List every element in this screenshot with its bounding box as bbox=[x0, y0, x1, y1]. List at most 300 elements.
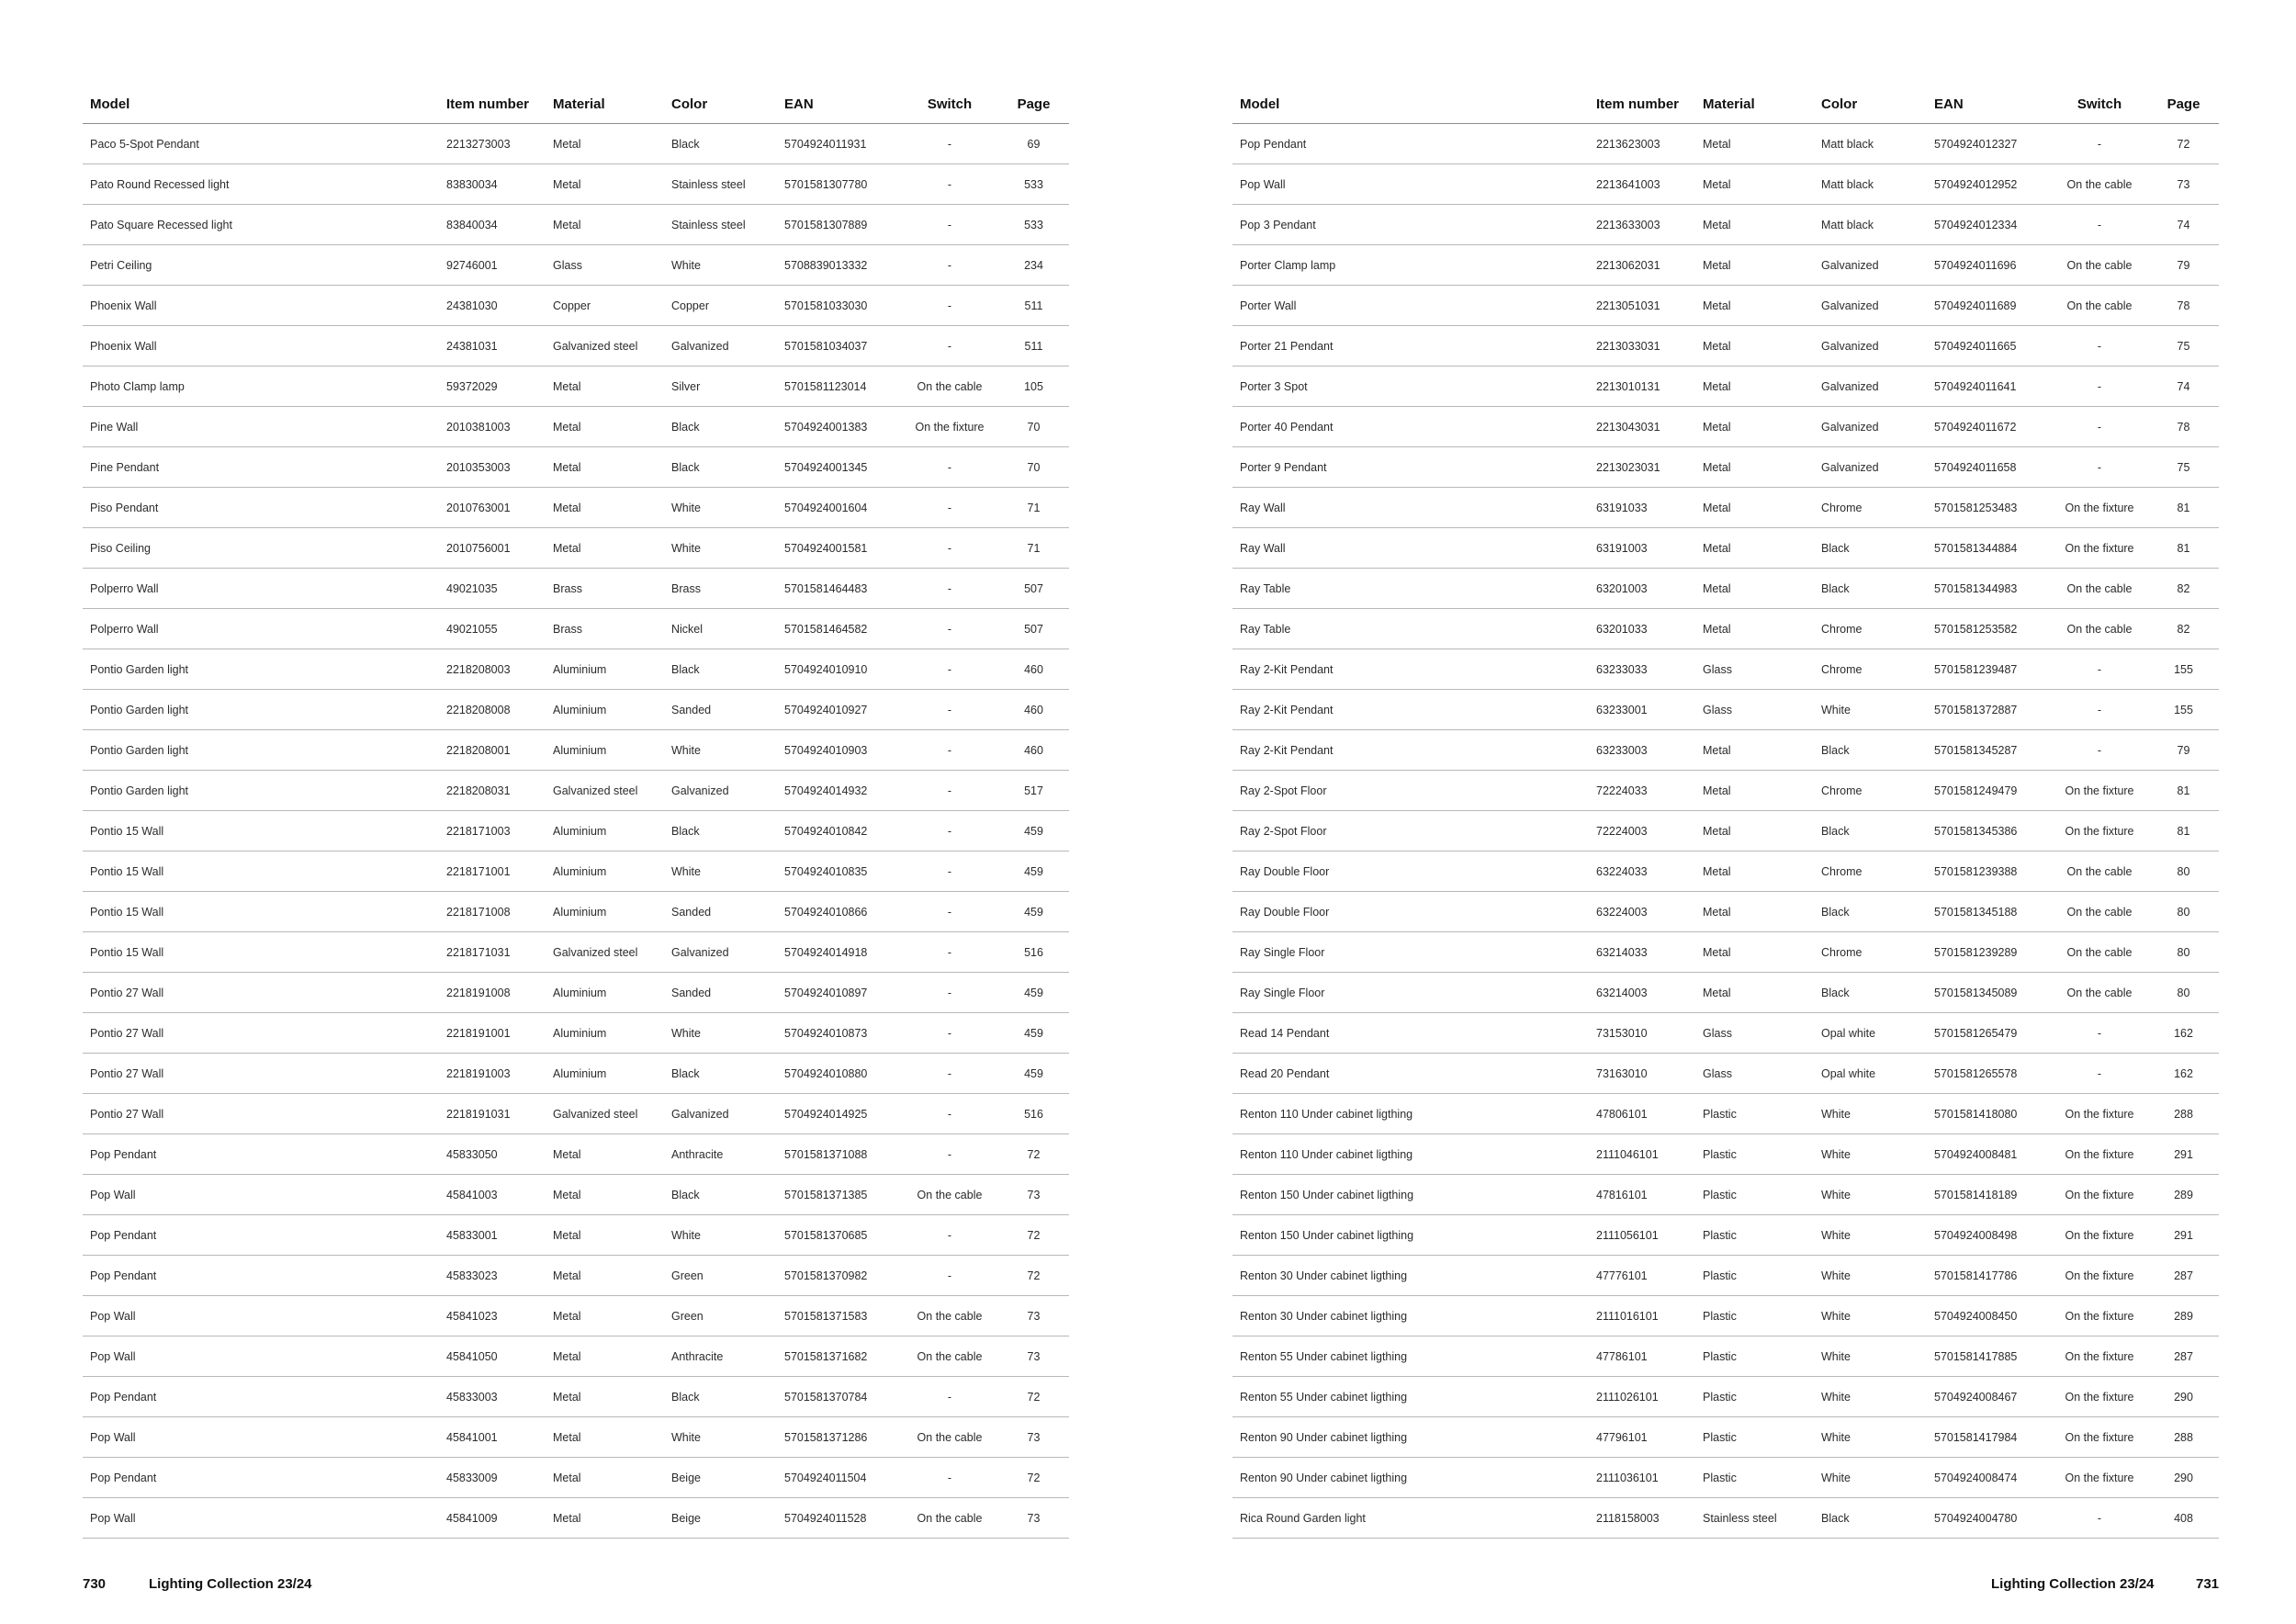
cell-switch: On the cable bbox=[901, 1498, 998, 1539]
cell-item-number: 2111036101 bbox=[1589, 1458, 1695, 1498]
cell-color: Galvanized bbox=[1814, 447, 1927, 488]
cell-ean: 5704924010873 bbox=[777, 1013, 901, 1054]
cell-switch: On the cable bbox=[901, 1175, 998, 1215]
table-row bbox=[1232, 367, 2219, 407]
right-page bbox=[1148, 0, 2296, 1624]
table-row bbox=[83, 367, 1069, 407]
cell-material: Aluminium bbox=[546, 892, 664, 932]
cell-color: Black bbox=[664, 124, 777, 164]
cell-material: Metal bbox=[1695, 488, 1814, 528]
cell-ean: 5701581307889 bbox=[777, 205, 901, 245]
cell-material: Plastic bbox=[1695, 1417, 1814, 1458]
cell-switch: On the fixture bbox=[2051, 1458, 2148, 1498]
cell-switch: - bbox=[901, 124, 998, 164]
header-page: Page bbox=[998, 85, 1069, 124]
cell-model: Piso Pendant bbox=[83, 488, 439, 528]
cell-page: 516 bbox=[998, 932, 1069, 973]
cell-material: Plastic bbox=[1695, 1336, 1814, 1377]
cell-item-number: 2218171001 bbox=[439, 851, 546, 892]
table-row bbox=[83, 245, 1069, 286]
table-row bbox=[1232, 973, 2219, 1013]
cell-ean: 5704924012952 bbox=[1927, 164, 2051, 205]
product-table-right bbox=[1232, 85, 2219, 1539]
cell-page: 459 bbox=[998, 973, 1069, 1013]
cell-item-number: 63224033 bbox=[1589, 851, 1695, 892]
cell-ean: 5701581371682 bbox=[777, 1336, 901, 1377]
cell-model: Renton 90 Under cabinet ligthing bbox=[1232, 1417, 1589, 1458]
cell-color: Galvanized bbox=[664, 326, 777, 367]
cell-item-number: 2213043031 bbox=[1589, 407, 1695, 447]
cell-switch: On the cable bbox=[2051, 892, 2148, 932]
cell-color: Galvanized bbox=[664, 771, 777, 811]
table-row bbox=[1232, 932, 2219, 973]
cell-page: 81 bbox=[2148, 488, 2219, 528]
cell-color: Black bbox=[664, 1175, 777, 1215]
cell-material: Metal bbox=[1695, 286, 1814, 326]
cell-item-number: 2010353003 bbox=[439, 447, 546, 488]
cell-model: Porter 40 Pendant bbox=[1232, 407, 1589, 447]
cell-color: Black bbox=[664, 447, 777, 488]
cell-page: 507 bbox=[998, 569, 1069, 609]
cell-color: Sanded bbox=[664, 973, 777, 1013]
cell-page: 290 bbox=[2148, 1458, 2219, 1498]
cell-switch: - bbox=[2051, 1054, 2148, 1094]
cell-ean: 5701581417885 bbox=[1927, 1336, 2051, 1377]
cell-color: Chrome bbox=[1814, 932, 1927, 973]
cell-material: Metal bbox=[1695, 528, 1814, 569]
cell-color: Black bbox=[1814, 811, 1927, 851]
cell-switch: - bbox=[901, 649, 998, 690]
cell-page: 459 bbox=[998, 1054, 1069, 1094]
cell-switch: On the cable bbox=[2051, 164, 2148, 205]
table-row bbox=[1232, 205, 2219, 245]
cell-item-number: 45833009 bbox=[439, 1458, 546, 1498]
cell-page: 79 bbox=[2148, 730, 2219, 771]
cell-page: 81 bbox=[2148, 771, 2219, 811]
cell-switch: - bbox=[2051, 205, 2148, 245]
table-row bbox=[1232, 124, 2219, 164]
cell-page: 511 bbox=[998, 326, 1069, 367]
cell-color: Chrome bbox=[1814, 649, 1927, 690]
cell-switch: On the fixture bbox=[2051, 1336, 2148, 1377]
cell-ean: 5704924011672 bbox=[1927, 407, 2051, 447]
cell-model: Pontio Garden light bbox=[83, 690, 439, 730]
cell-ean: 5701581123014 bbox=[777, 367, 901, 407]
cell-model: Pontio 27 Wall bbox=[83, 973, 439, 1013]
cell-switch: - bbox=[2051, 124, 2148, 164]
cell-material: Metal bbox=[546, 1296, 664, 1336]
cell-model: Polperro Wall bbox=[83, 569, 439, 609]
cell-page: 287 bbox=[2148, 1256, 2219, 1296]
cell-color: Chrome bbox=[1814, 771, 1927, 811]
cell-model: Pontio 15 Wall bbox=[83, 811, 439, 851]
table-row bbox=[83, 569, 1069, 609]
cell-model: Ray Double Floor bbox=[1232, 892, 1589, 932]
table-header-row bbox=[83, 85, 1069, 124]
cell-color: Sanded bbox=[664, 690, 777, 730]
cell-material: Metal bbox=[546, 1458, 664, 1498]
cell-switch: On the fixture bbox=[2051, 1175, 2148, 1215]
cell-ean: 5701581345089 bbox=[1927, 973, 2051, 1013]
cell-ean: 5704924011658 bbox=[1927, 447, 2051, 488]
table-row bbox=[83, 488, 1069, 528]
cell-page: 459 bbox=[998, 811, 1069, 851]
cell-material: Metal bbox=[1695, 973, 1814, 1013]
table-row bbox=[1232, 245, 2219, 286]
cell-color: Black bbox=[1814, 892, 1927, 932]
cell-material: Metal bbox=[1695, 245, 1814, 286]
cell-switch: - bbox=[901, 164, 998, 205]
cell-model: Renton 55 Under cabinet ligthing bbox=[1232, 1336, 1589, 1377]
header-ean: EAN bbox=[1927, 85, 2051, 124]
cell-item-number: 2218208031 bbox=[439, 771, 546, 811]
cell-page: 73 bbox=[998, 1336, 1069, 1377]
cell-material: Glass bbox=[1695, 1054, 1814, 1094]
cell-page: 155 bbox=[2148, 690, 2219, 730]
cell-page: 72 bbox=[2148, 124, 2219, 164]
cell-material: Plastic bbox=[1695, 1094, 1814, 1134]
cell-material: Brass bbox=[546, 569, 664, 609]
cell-switch: - bbox=[901, 932, 998, 973]
cell-material: Aluminium bbox=[546, 973, 664, 1013]
cell-page: 288 bbox=[2148, 1094, 2219, 1134]
table-row bbox=[1232, 892, 2219, 932]
table-row bbox=[83, 286, 1069, 326]
table-row bbox=[83, 771, 1069, 811]
cell-color: White bbox=[664, 851, 777, 892]
cell-model: Pine Pendant bbox=[83, 447, 439, 488]
cell-material: Plastic bbox=[1695, 1215, 1814, 1256]
cell-item-number: 2218191031 bbox=[439, 1094, 546, 1134]
cell-ean: 5701581033030 bbox=[777, 286, 901, 326]
cell-switch: On the cable bbox=[2051, 932, 2148, 973]
cell-color: Galvanized bbox=[664, 932, 777, 973]
cell-ean: 5704924010880 bbox=[777, 1054, 901, 1094]
cell-page: 72 bbox=[998, 1458, 1069, 1498]
cell-item-number: 49021035 bbox=[439, 569, 546, 609]
table-row bbox=[1232, 811, 2219, 851]
cell-ean: 5704924010903 bbox=[777, 730, 901, 771]
table-row bbox=[1232, 1134, 2219, 1175]
table-body-left bbox=[83, 124, 1069, 1539]
table-row bbox=[83, 649, 1069, 690]
cell-model: Pop Pendant bbox=[83, 1134, 439, 1175]
cell-page: 78 bbox=[2148, 286, 2219, 326]
cell-model: Read 20 Pendant bbox=[1232, 1054, 1589, 1094]
table-header-row bbox=[1232, 85, 2219, 124]
cell-model: Pop Pendant bbox=[83, 1377, 439, 1417]
cell-switch: On the fixture bbox=[2051, 1215, 2148, 1256]
cell-item-number: 63214033 bbox=[1589, 932, 1695, 973]
table-row bbox=[1232, 488, 2219, 528]
cell-switch: On the cable bbox=[901, 367, 998, 407]
cell-ean: 5701581417984 bbox=[1927, 1417, 2051, 1458]
cell-model: Pontio 15 Wall bbox=[83, 851, 439, 892]
cell-ean: 5701581371088 bbox=[777, 1134, 901, 1175]
cell-model: Renton 55 Under cabinet ligthing bbox=[1232, 1377, 1589, 1417]
cell-item-number: 2111026101 bbox=[1589, 1377, 1695, 1417]
cell-material: Metal bbox=[546, 1417, 664, 1458]
cell-ean: 5704924010910 bbox=[777, 649, 901, 690]
cell-item-number: 2218191001 bbox=[439, 1013, 546, 1054]
cell-page: 72 bbox=[998, 1256, 1069, 1296]
cell-item-number: 49021055 bbox=[439, 609, 546, 649]
cell-item-number: 2213051031 bbox=[1589, 286, 1695, 326]
cell-color: Black bbox=[1814, 730, 1927, 771]
cell-page: 74 bbox=[2148, 367, 2219, 407]
cell-model: Pato Square Recessed light bbox=[83, 205, 439, 245]
cell-item-number: 2111056101 bbox=[1589, 1215, 1695, 1256]
cell-color: White bbox=[664, 1013, 777, 1054]
cell-switch: - bbox=[2051, 326, 2148, 367]
cell-model: Pontio Garden light bbox=[83, 771, 439, 811]
cell-page: 288 bbox=[2148, 1417, 2219, 1458]
cell-ean: 5708839013332 bbox=[777, 245, 901, 286]
cell-page: 73 bbox=[998, 1175, 1069, 1215]
cell-switch: On the cable bbox=[2051, 609, 2148, 649]
cell-material: Copper bbox=[546, 286, 664, 326]
cell-switch: On the fixture bbox=[901, 407, 998, 447]
table-row bbox=[1232, 1256, 2219, 1296]
cell-ean: 5704924011689 bbox=[1927, 286, 2051, 326]
cell-item-number: 45833003 bbox=[439, 1377, 546, 1417]
table-row bbox=[1232, 1296, 2219, 1336]
cell-item-number: 45841001 bbox=[439, 1417, 546, 1458]
cell-material: Metal bbox=[1695, 609, 1814, 649]
cell-model: Pine Wall bbox=[83, 407, 439, 447]
cell-ean: 5704924008474 bbox=[1927, 1458, 2051, 1498]
cell-ean: 5701581370784 bbox=[777, 1377, 901, 1417]
table-row bbox=[1232, 649, 2219, 690]
cell-switch: - bbox=[901, 730, 998, 771]
cell-model: Pop Pendant bbox=[83, 1458, 439, 1498]
cell-switch: On the fixture bbox=[2051, 1377, 2148, 1417]
cell-item-number: 47816101 bbox=[1589, 1175, 1695, 1215]
cell-switch: - bbox=[901, 245, 998, 286]
cell-model: Phoenix Wall bbox=[83, 326, 439, 367]
cell-model: Read 14 Pendant bbox=[1232, 1013, 1589, 1054]
cell-material: Galvanized steel bbox=[546, 1094, 664, 1134]
cell-switch: - bbox=[901, 1013, 998, 1054]
table-row bbox=[83, 447, 1069, 488]
cell-page: 460 bbox=[998, 649, 1069, 690]
cell-page: 82 bbox=[2148, 609, 2219, 649]
table-row bbox=[1232, 1094, 2219, 1134]
cell-model: Ray Table bbox=[1232, 609, 1589, 649]
cell-color: Black bbox=[664, 1377, 777, 1417]
cell-item-number: 47776101 bbox=[1589, 1256, 1695, 1296]
table-row bbox=[1232, 1013, 2219, 1054]
cell-page: 73 bbox=[998, 1417, 1069, 1458]
table-row bbox=[83, 690, 1069, 730]
cell-model: Ray Single Floor bbox=[1232, 932, 1589, 973]
cell-material: Metal bbox=[1695, 326, 1814, 367]
cell-item-number: 2118158003 bbox=[1589, 1498, 1695, 1539]
cell-color: White bbox=[1814, 1134, 1927, 1175]
cell-item-number: 2010756001 bbox=[439, 528, 546, 569]
cell-ean: 5701581371385 bbox=[777, 1175, 901, 1215]
cell-ean: 5704924001581 bbox=[777, 528, 901, 569]
cell-switch: On the cable bbox=[901, 1296, 998, 1336]
table-row bbox=[83, 730, 1069, 771]
cell-page: 74 bbox=[2148, 205, 2219, 245]
cell-material: Metal bbox=[546, 1498, 664, 1539]
cell-color: White bbox=[664, 1215, 777, 1256]
cell-page: 291 bbox=[2148, 1215, 2219, 1256]
cell-switch: - bbox=[901, 851, 998, 892]
cell-material: Glass bbox=[1695, 649, 1814, 690]
cell-ean: 5701581418189 bbox=[1927, 1175, 2051, 1215]
cell-color: Black bbox=[664, 649, 777, 690]
footer-title-left: Lighting Collection 23/24 bbox=[149, 1576, 312, 1592]
cell-material: Metal bbox=[1695, 407, 1814, 447]
cell-model: Phoenix Wall bbox=[83, 286, 439, 326]
cell-ean: 5704924008467 bbox=[1927, 1377, 2051, 1417]
cell-model: Pop Pendant bbox=[83, 1256, 439, 1296]
table-row bbox=[83, 973, 1069, 1013]
cell-switch: - bbox=[901, 771, 998, 811]
cell-model: Ray 2-Kit Pendant bbox=[1232, 690, 1589, 730]
cell-item-number: 63233003 bbox=[1589, 730, 1695, 771]
cell-material: Metal bbox=[1695, 367, 1814, 407]
cell-item-number: 2218171008 bbox=[439, 892, 546, 932]
cell-ean: 5701581265479 bbox=[1927, 1013, 2051, 1054]
cell-switch: - bbox=[901, 1134, 998, 1175]
cell-ean: 5701581417786 bbox=[1927, 1256, 2051, 1296]
cell-ean: 5701581370982 bbox=[777, 1256, 901, 1296]
cell-page: 289 bbox=[2148, 1296, 2219, 1336]
cell-item-number: 83840034 bbox=[439, 205, 546, 245]
cell-page: 291 bbox=[2148, 1134, 2219, 1175]
cell-model: Pop Wall bbox=[83, 1498, 439, 1539]
cell-color: White bbox=[1814, 1256, 1927, 1296]
cell-material: Metal bbox=[1695, 892, 1814, 932]
cell-model: Paco 5-Spot Pendant bbox=[83, 124, 439, 164]
cell-material: Metal bbox=[546, 528, 664, 569]
cell-color: White bbox=[1814, 1094, 1927, 1134]
cell-ean: 5704924001604 bbox=[777, 488, 901, 528]
cell-color: Nickel bbox=[664, 609, 777, 649]
header-item-number: Item number bbox=[439, 85, 546, 124]
cell-material: Plastic bbox=[1695, 1256, 1814, 1296]
cell-color: Galvanized bbox=[1814, 367, 1927, 407]
cell-ean: 5704924010835 bbox=[777, 851, 901, 892]
cell-item-number: 24381030 bbox=[439, 286, 546, 326]
cell-item-number: 73163010 bbox=[1589, 1054, 1695, 1094]
cell-page: 162 bbox=[2148, 1054, 2219, 1094]
cell-model: Ray 2-Kit Pendant bbox=[1232, 649, 1589, 690]
cell-switch: - bbox=[2051, 1013, 2148, 1054]
cell-material: Aluminium bbox=[546, 1013, 664, 1054]
cell-model: Petri Ceiling bbox=[83, 245, 439, 286]
cell-item-number: 73153010 bbox=[1589, 1013, 1695, 1054]
cell-color: Matt black bbox=[1814, 205, 1927, 245]
header-item-number: Item number bbox=[1589, 85, 1695, 124]
cell-ean: 5704924010866 bbox=[777, 892, 901, 932]
cell-color: Opal white bbox=[1814, 1013, 1927, 1054]
cell-page: 459 bbox=[998, 851, 1069, 892]
cell-material: Metal bbox=[1695, 205, 1814, 245]
cell-material: Brass bbox=[546, 609, 664, 649]
cell-switch: On the fixture bbox=[2051, 528, 2148, 569]
table-row bbox=[83, 851, 1069, 892]
cell-ean: 5701581464582 bbox=[777, 609, 901, 649]
cell-switch: - bbox=[901, 609, 998, 649]
cell-switch: - bbox=[2051, 730, 2148, 771]
cell-material: Glass bbox=[1695, 690, 1814, 730]
cell-color: White bbox=[1814, 1458, 1927, 1498]
cell-model: Pontio 27 Wall bbox=[83, 1094, 439, 1134]
cell-material: Metal bbox=[546, 124, 664, 164]
cell-model: Renton 150 Under cabinet ligthing bbox=[1232, 1175, 1589, 1215]
cell-color: Galvanized bbox=[1814, 286, 1927, 326]
cell-ean: 5704924014932 bbox=[777, 771, 901, 811]
header-ean: EAN bbox=[777, 85, 901, 124]
cell-material: Metal bbox=[1695, 851, 1814, 892]
cell-color: Galvanized bbox=[1814, 245, 1927, 286]
cell-page: 459 bbox=[998, 892, 1069, 932]
cell-item-number: 2111046101 bbox=[1589, 1134, 1695, 1175]
cell-page: 408 bbox=[2148, 1498, 2219, 1539]
cell-color: White bbox=[664, 245, 777, 286]
cell-switch: - bbox=[901, 1458, 998, 1498]
cell-item-number: 2111016101 bbox=[1589, 1296, 1695, 1336]
cell-item-number: 2218171031 bbox=[439, 932, 546, 973]
cell-ean: 5701581344983 bbox=[1927, 569, 2051, 609]
cell-material: Metal bbox=[1695, 569, 1814, 609]
cell-color: Black bbox=[664, 811, 777, 851]
cell-color: White bbox=[664, 528, 777, 569]
cell-model: Rica Round Garden light bbox=[1232, 1498, 1589, 1539]
cell-page: 73 bbox=[998, 1296, 1069, 1336]
cell-model: Ray 2-Spot Floor bbox=[1232, 771, 1589, 811]
cell-switch: On the cable bbox=[901, 1336, 998, 1377]
table-row bbox=[83, 1175, 1069, 1215]
cell-item-number: 45841050 bbox=[439, 1336, 546, 1377]
cell-color: Black bbox=[664, 1054, 777, 1094]
cell-color: Green bbox=[664, 1256, 777, 1296]
cell-switch: On the cable bbox=[2051, 569, 2148, 609]
cell-item-number: 59372029 bbox=[439, 367, 546, 407]
cell-ean: 5704924011696 bbox=[1927, 245, 2051, 286]
cell-item-number: 63201003 bbox=[1589, 569, 1695, 609]
cell-model: Piso Ceiling bbox=[83, 528, 439, 569]
cell-switch: On the fixture bbox=[2051, 811, 2148, 851]
cell-ean: 5701581265578 bbox=[1927, 1054, 2051, 1094]
cell-model: Pontio 27 Wall bbox=[83, 1054, 439, 1094]
cell-material: Metal bbox=[546, 1256, 664, 1296]
cell-switch: - bbox=[2051, 1498, 2148, 1539]
cell-ean: 5701581345386 bbox=[1927, 811, 2051, 851]
table-row bbox=[83, 1417, 1069, 1458]
cell-material: Aluminium bbox=[546, 730, 664, 771]
cell-material: Metal bbox=[546, 1215, 664, 1256]
cell-page: 73 bbox=[2148, 164, 2219, 205]
cell-color: Black bbox=[1814, 569, 1927, 609]
cell-material: Plastic bbox=[1695, 1175, 1814, 1215]
cell-item-number: 47786101 bbox=[1589, 1336, 1695, 1377]
cell-item-number: 47796101 bbox=[1589, 1417, 1695, 1458]
cell-ean: 5701581371286 bbox=[777, 1417, 901, 1458]
cell-ean: 5704924014918 bbox=[777, 932, 901, 973]
cell-model: Porter 9 Pendant bbox=[1232, 447, 1589, 488]
cell-page: 75 bbox=[2148, 326, 2219, 367]
table-row bbox=[83, 1498, 1069, 1539]
cell-color: Chrome bbox=[1814, 488, 1927, 528]
table-row bbox=[1232, 326, 2219, 367]
cell-model: Pontio 15 Wall bbox=[83, 892, 439, 932]
header-model: Model bbox=[1232, 85, 1589, 124]
